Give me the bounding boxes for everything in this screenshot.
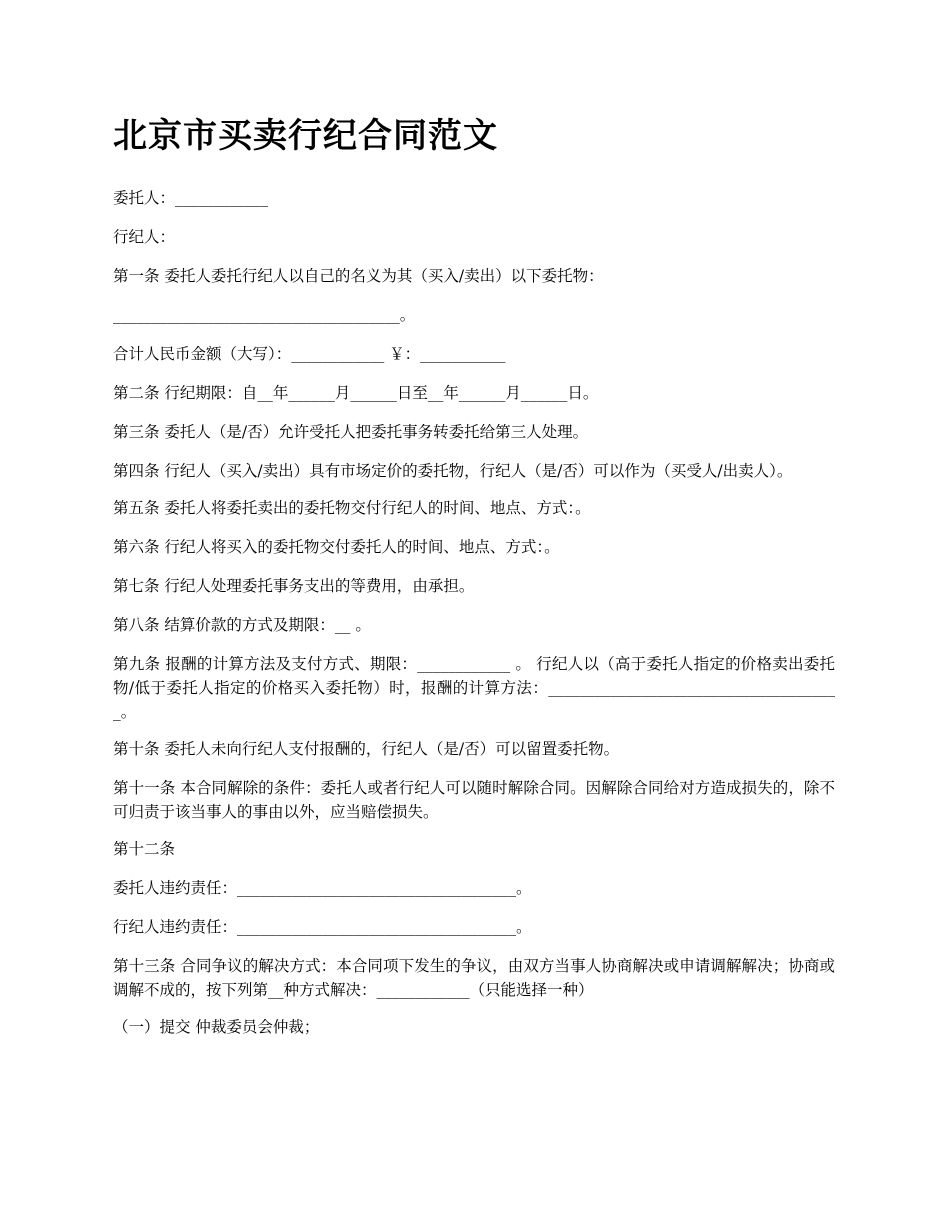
clause-6: 第六条 行纪人将买入的委托物交付委托人的时间、地点、方式：。 xyxy=(113,538,560,556)
clause-5: 第五条 委托人将委托卖出的委托物交付行纪人的时间、地点、方式：。 xyxy=(113,499,591,517)
clause-7: 第七条 行纪人处理委托事务支出的等费用，由承担。 xyxy=(113,577,475,595)
clause-12-principal-liability: 委托人违约责任：____________________________________。 xyxy=(113,879,532,897)
clause-4: 第四条 行纪人（买入/卖出）具有市场定价的委托物，行纪人（是/否）可以作为（买受人/出卖人）。 xyxy=(113,462,793,480)
document-title: 北京市买卖行纪合同范文 xyxy=(113,116,498,156)
clause-1-blank: _____________________________________。 xyxy=(113,306,416,324)
clause-principal: 委托人：____________ xyxy=(113,189,269,207)
clause-1: 第一条 委托人委托行纪人以自己的名义为其（买入/卖出）以下委托物： xyxy=(113,267,604,285)
clause-12-broker-liability: 行纪人违约责任：____________________________________。 xyxy=(113,918,532,936)
clause-11: 第十一条 本合同解除的条件：委托人或者行纪人可以随时解除合同。因解除合同给对方造成损失的，除不可归责于该当事人的事由以外，应当赔偿损失。 xyxy=(113,779,835,821)
clause-broker: 行纪人： xyxy=(113,228,176,246)
clause-3: 第三条 委托人（是/否）允许受托人把委托事务转委托给第三人处理。 xyxy=(113,423,589,441)
clause-10: 第十条 委托人未向行纪人支付报酬的，行纪人（是/否）可以留置委托物。 xyxy=(113,740,620,758)
clause-13: 第十三条 合同争议的解决方式：本合同项下发生的争议，由双方当事人协商解决或申请调解解决；协商或调解不成的，按下列第__种方式解决：____________（只能选择一种） xyxy=(113,957,835,999)
clause-8: 第八条 结算价款的方式及期限：__ 。 xyxy=(113,616,371,634)
clause-total-amount: 合计人民币金额（大写）：____________ ￥：___________ xyxy=(113,345,506,363)
clause-12: 第十二条 xyxy=(113,840,176,858)
clause-9: 第九条 报酬的计算方法及支付方式、期限：____________ 。 行纪人以（高于委托人指定的价格卖出委托物/低于委托人指定的价格买入委托物）时，报酬的计算方法：______________________________________。 xyxy=(113,655,835,721)
clause-13-option-1: （一）提交 仲裁委员会仲裁； xyxy=(113,1018,320,1036)
clause-2: 第二条 行纪期限：自__年______月______日至__年______月______日。 xyxy=(113,384,599,402)
